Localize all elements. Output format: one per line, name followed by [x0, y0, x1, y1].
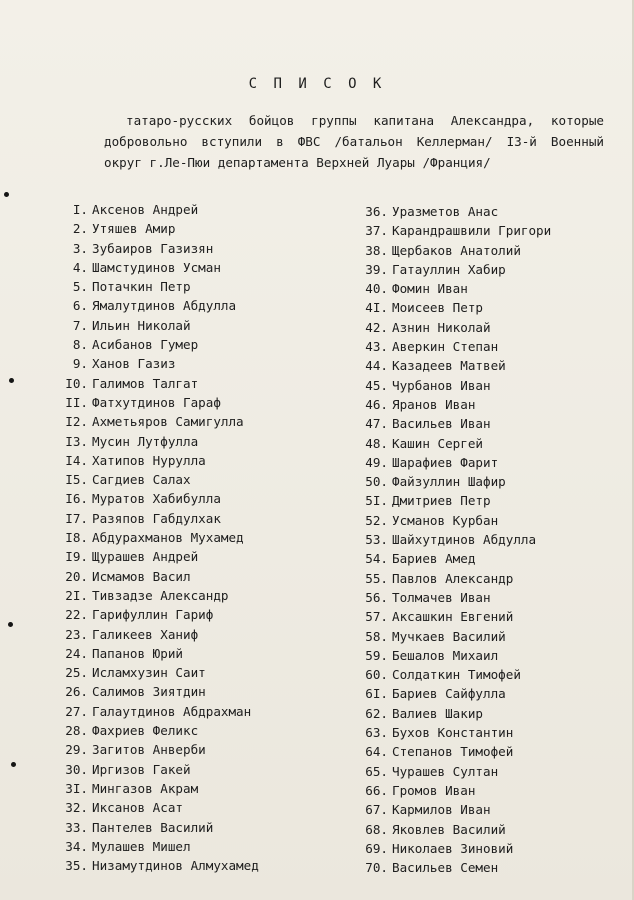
- item-name: Ильин Николай: [92, 317, 191, 333]
- item-number: 2I.: [65, 587, 88, 603]
- list-item: [48, 837, 259, 856]
- item-name: Бариев Сайфулла: [392, 686, 506, 702]
- list-item: [348, 684, 551, 703]
- item-number: 26.: [65, 684, 88, 700]
- item-name: Шарафиев Фарит: [392, 454, 499, 470]
- list-item: [348, 318, 551, 337]
- list-item: [48, 567, 259, 586]
- item-number: 59.: [365, 647, 388, 663]
- item-name: Пантелев Василий: [92, 819, 214, 835]
- item-name: Мучкаев Василий: [392, 628, 506, 644]
- item-number: 50.: [365, 474, 388, 490]
- list-item: [348, 800, 551, 819]
- item-name: Уразметов Анас: [392, 204, 499, 219]
- item-number: 54.: [365, 551, 388, 567]
- list-item: [348, 298, 551, 317]
- item-name: Моисеев Петр: [392, 300, 483, 316]
- list-item: [348, 279, 551, 298]
- item-name: Щербаков Анатолий: [392, 242, 521, 258]
- list-item: [48, 702, 259, 721]
- list-item: [348, 549, 551, 568]
- list-item: [48, 393, 259, 412]
- item-number: I2.: [65, 414, 88, 430]
- item-name: Иргизов Гакей: [92, 761, 191, 777]
- list-item: [348, 434, 551, 453]
- list-item: [48, 432, 259, 451]
- item-name: Фахриев Феликс: [92, 723, 199, 739]
- list-item: [48, 528, 259, 547]
- item-number: I8.: [65, 530, 88, 546]
- list-item: [48, 200, 259, 219]
- item-name: Галимов Талгат: [92, 375, 199, 391]
- item-number: 63.: [365, 725, 388, 741]
- item-name: Яковлев Василий: [392, 821, 506, 837]
- item-number: I6.: [65, 491, 88, 507]
- item-name: Абдурахманов Мухамед: [92, 530, 244, 546]
- item-name: Ханов Газиз: [92, 356, 176, 372]
- item-number: 52.: [365, 512, 388, 528]
- list-item: [348, 627, 551, 646]
- item-number: 42.: [365, 319, 388, 335]
- item-name: Ямалутдинов Абдулла: [92, 298, 237, 314]
- list-item: [48, 779, 259, 798]
- item-number: 4I.: [365, 300, 388, 316]
- item-number: II.: [65, 394, 88, 410]
- name-list-right: [348, 202, 551, 877]
- item-number: 40.: [365, 281, 388, 297]
- item-name: Усманов Курбан: [392, 512, 499, 528]
- item-name: Бухов Константин: [392, 725, 514, 741]
- item-number: 3.: [72, 240, 88, 256]
- item-name: Файзуллин Шафир: [392, 474, 506, 490]
- item-name: Муратов Хабибулла: [92, 491, 221, 507]
- item-name: Громов Иван: [392, 782, 476, 798]
- list-item: [348, 646, 551, 665]
- item-number: 27.: [65, 703, 88, 719]
- item-number: 37.: [365, 223, 388, 239]
- item-name: Бешалов Михаил: [392, 647, 499, 663]
- list-item: [48, 470, 259, 489]
- item-name: Щурашев Андрей: [92, 549, 199, 565]
- item-number: 38.: [365, 242, 388, 258]
- item-number: 30.: [65, 761, 88, 777]
- item-name: Павлов Александр: [392, 570, 514, 586]
- item-number: 28.: [65, 723, 88, 739]
- list-item: [348, 337, 551, 356]
- name-list-left: [48, 200, 259, 875]
- list-item: [48, 721, 259, 740]
- list-item: [48, 586, 259, 605]
- item-name: Зубаиров Газизян: [92, 240, 214, 256]
- item-name: Толмачев Иван: [392, 589, 491, 605]
- item-name: Аксашкин Евгений: [392, 609, 514, 625]
- list-item: [348, 453, 551, 472]
- item-number: 53.: [365, 532, 388, 548]
- item-name: Бариев Амед: [392, 551, 476, 567]
- list-item: [348, 241, 551, 260]
- item-number: 5.: [72, 279, 88, 295]
- item-name: Папанов Юрий: [92, 645, 183, 661]
- list-item: [348, 704, 551, 723]
- list-item: [348, 376, 551, 395]
- list-item: [348, 414, 551, 433]
- item-name: Мулашев Мишел: [92, 838, 191, 854]
- item-number: 24.: [65, 645, 88, 661]
- item-number: 8.: [72, 337, 88, 353]
- list-item: [48, 856, 259, 875]
- item-number: I.: [72, 202, 88, 217]
- item-number: 49.: [365, 454, 388, 470]
- list-item: [48, 354, 259, 373]
- item-name: Кашин Сергей: [392, 435, 483, 451]
- list-item: [48, 625, 259, 644]
- list-item: [348, 588, 551, 607]
- list-item: [348, 820, 551, 839]
- list-item: [48, 644, 259, 663]
- item-name: Аксенов Андрей: [92, 202, 199, 217]
- list-item: [48, 760, 259, 779]
- item-number: 45.: [365, 377, 388, 393]
- item-name: Салимов Зиятдин: [92, 684, 206, 700]
- item-number: I4.: [65, 452, 88, 468]
- item-number: 39.: [365, 261, 388, 277]
- list-item: [48, 682, 259, 701]
- item-number: 55.: [365, 570, 388, 586]
- item-number: 5I.: [365, 493, 388, 509]
- item-name: Дмитриев Петр: [392, 493, 491, 509]
- item-name: Аверкин Степан: [392, 339, 499, 355]
- item-number: 25.: [65, 665, 88, 681]
- item-name: Мусин Лутфулла: [92, 433, 199, 449]
- item-number: 64.: [365, 744, 388, 760]
- list-item: [348, 839, 551, 858]
- list-item: [48, 412, 259, 431]
- item-number: 56.: [365, 589, 388, 605]
- list-item: [48, 605, 259, 624]
- list-item: [48, 219, 259, 238]
- item-name: Загитов Анверби: [92, 742, 206, 758]
- list-item: [48, 818, 259, 837]
- punch-hole-mark: [11, 762, 16, 767]
- document-title: С П И С О К: [248, 76, 386, 92]
- item-name: Солдаткин Тимофей: [392, 667, 521, 683]
- item-name: Гатауллин Хабир: [392, 261, 506, 277]
- punch-hole-mark: [9, 378, 14, 383]
- list-item: [48, 277, 259, 296]
- list-item: [48, 335, 259, 354]
- item-number: 29.: [65, 742, 88, 758]
- item-name: Хатипов Нурулла: [92, 452, 206, 468]
- list-item: [348, 202, 551, 221]
- list-item: [348, 511, 551, 530]
- item-number: 66.: [365, 782, 388, 798]
- item-name: Азнин Николай: [392, 319, 491, 335]
- item-number: 6.: [72, 298, 88, 314]
- item-name: Исламхузин Саит: [92, 665, 206, 681]
- item-number: 70.: [365, 860, 388, 876]
- item-name: Казадеев Матвей: [392, 358, 506, 374]
- item-number: 62.: [365, 705, 388, 721]
- item-name: Валиев Шакир: [392, 705, 483, 721]
- list-item: [348, 491, 551, 510]
- list-item: [48, 740, 259, 759]
- list-item: [348, 858, 551, 877]
- item-number: 58.: [365, 628, 388, 644]
- list-item: [48, 798, 259, 817]
- item-number: 3I.: [65, 780, 88, 796]
- item-number: 60.: [365, 667, 388, 683]
- item-number: I7.: [65, 510, 88, 526]
- item-name: Шайхутдинов Абдулла: [392, 532, 537, 548]
- item-number: 46.: [365, 396, 388, 412]
- item-name: Чурашев Султан: [392, 763, 499, 779]
- punch-hole-mark: [8, 622, 13, 627]
- list-item: [348, 781, 551, 800]
- item-number: I3.: [65, 433, 88, 449]
- item-number: 20.: [65, 568, 88, 584]
- item-name: Фомин Иван: [392, 281, 468, 297]
- list-item: [348, 723, 551, 742]
- item-number: 2.: [72, 221, 88, 237]
- item-number: I0.: [65, 375, 88, 391]
- item-number: 34.: [65, 838, 88, 854]
- item-name: Шамстудинов Усман: [92, 259, 221, 275]
- list-item: [348, 530, 551, 549]
- item-number: 23.: [65, 626, 88, 642]
- list-item: [48, 663, 259, 682]
- list-item: [48, 509, 259, 528]
- item-name: Разяпов Габдулхак: [92, 510, 221, 526]
- list-item: [348, 356, 551, 375]
- list-item: [348, 221, 551, 240]
- item-number: 36.: [365, 204, 388, 219]
- list-item: [348, 665, 551, 684]
- item-name: Галаутдинов Абдрахман: [92, 703, 252, 719]
- list-item: [48, 316, 259, 335]
- item-name: Иксанов Асат: [92, 800, 183, 816]
- item-name: Сагдиев Салах: [92, 472, 191, 488]
- list-item: [348, 260, 551, 279]
- list-item: [348, 569, 551, 588]
- item-number: 35.: [65, 858, 88, 874]
- item-number: 43.: [365, 339, 388, 355]
- list-item: [348, 472, 551, 491]
- item-number: 69.: [365, 840, 388, 856]
- item-name: Фатхутдинов Гараф: [92, 394, 221, 410]
- item-number: 57.: [365, 609, 388, 625]
- item-name: Яранов Иван: [392, 396, 476, 412]
- list-item: [348, 395, 551, 414]
- item-number: I5.: [65, 472, 88, 488]
- item-number: 33.: [65, 819, 88, 835]
- item-number: 4.: [72, 259, 88, 275]
- item-name: Низамутдинов Алмухамед: [92, 858, 259, 874]
- item-number: 48.: [365, 435, 388, 451]
- item-name: Гарифуллин Гариф: [92, 607, 214, 623]
- list-item: [348, 762, 551, 781]
- item-name: Кармилов Иван: [392, 802, 491, 818]
- item-number: 7.: [72, 317, 88, 333]
- list-item: [48, 258, 259, 277]
- item-number: 65.: [365, 763, 388, 779]
- item-number: I9.: [65, 549, 88, 565]
- item-number: 32.: [65, 800, 88, 816]
- list-item: [48, 451, 259, 470]
- list-item: [348, 742, 551, 761]
- item-name: Васильев Семен: [392, 860, 499, 876]
- item-number: 9.: [72, 356, 88, 372]
- list-item: [48, 239, 259, 258]
- punch-hole-mark: [4, 192, 9, 197]
- list-item: [48, 489, 259, 508]
- item-name: Ахметьяров Самигулла: [92, 414, 244, 430]
- list-item: [48, 547, 259, 566]
- item-number: 47.: [365, 416, 388, 432]
- document-subtitle: татаро-русских бойцов группы капитана Александра, которые добровольно вступили в ФВС /батальон Келлерман/ I3-й Военный округ г.Ле-Пюи департамента Верхней Луары /Франция/: [104, 113, 604, 170]
- item-name: Карандрашвили Григори: [392, 223, 552, 239]
- item-name: Исмамов Васил: [92, 568, 191, 584]
- item-name: Потачкин Петр: [92, 279, 191, 295]
- item-number: 22.: [65, 607, 88, 623]
- item-name: Васильев Иван: [392, 416, 491, 432]
- item-name: Галикеев Ханиф: [92, 626, 199, 642]
- item-number: 44.: [365, 358, 388, 374]
- item-name: Степанов Тимофей: [392, 744, 514, 760]
- item-name: Мингазов Акрам: [92, 780, 199, 796]
- list-item: [348, 607, 551, 626]
- item-number: 68.: [365, 821, 388, 837]
- item-number: 67.: [365, 802, 388, 818]
- item-name: Асибанов Гумер: [92, 337, 199, 353]
- item-name: Утяшев Амир: [92, 221, 176, 237]
- item-name: Чурбанов Иван: [392, 377, 491, 393]
- item-name: Николаев Зиновий: [392, 840, 514, 856]
- item-number: 6I.: [365, 686, 388, 702]
- list-item: [48, 374, 259, 393]
- item-name: Тивзадзе Александр: [92, 587, 229, 603]
- list-item: [48, 296, 259, 315]
